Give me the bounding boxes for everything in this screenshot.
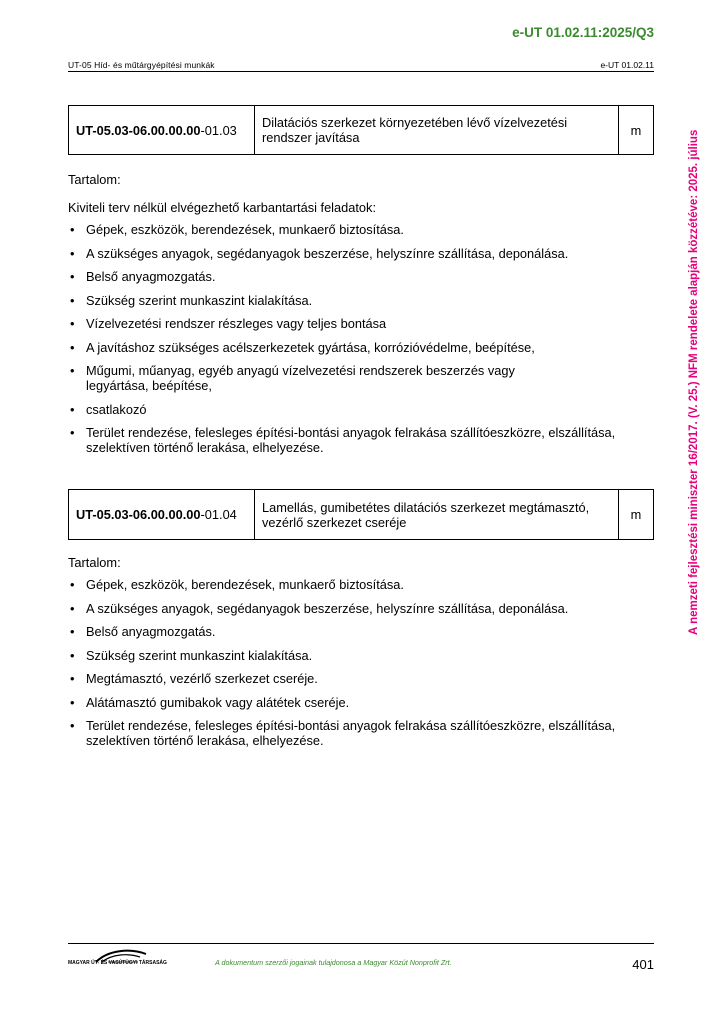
task-list (68, 222, 628, 455)
item-code-main: UT-05.03-06.00.00.00 (76, 507, 201, 522)
item-description: Dilatációs szerkezet környezetében lévő vízelvezetési rendszer javítása (255, 106, 619, 155)
item-code-suffix: -01.04 (200, 507, 237, 522)
item-content-01-04 (68, 555, 628, 757)
bullet-icon: • (70, 269, 75, 284)
bullet-icon: • (70, 600, 75, 616)
header-chapter-title: UT-05 Híd- és műtárgyépítési munkák (68, 60, 215, 70)
bullet-icon: • (70, 401, 75, 417)
item-code (69, 490, 255, 540)
list-item: • Terület rendezése, felesleges építési-bontási anyagok felrakása szállítóeszközre, elszállítása, szelektíven történő lerakása, elhelyezése. (70, 718, 616, 748)
item-unit: m (619, 106, 654, 155)
list-item: • Szükség szerint munkaszint kialakítása. (70, 292, 313, 308)
list-item: • Terület rendezése, felesleges építési-bontási anyagok felrakása szállítóeszközre, elszállítása, szelektíven történő lerakása, elhelyezése. (70, 425, 616, 455)
list-item: • Műgumi, műanyag, egyéb anyagú vízelvezetési rendszerek beszerzés vagy legyártása, beépítése, (70, 363, 515, 393)
publication-notice: A nemzeti fejlesztési miniszter 16/2017. (V. 25.) NFM rendelete alapján közzétéve: 2025. július (688, 129, 700, 635)
list-item: • Gépek, eszközök, berendezések, munkaerő biztosítása. (70, 222, 404, 237)
list-item: • Alátámasztó gumibakok vagy alátétek cseréje. (70, 694, 350, 710)
bullet-icon: • (70, 671, 75, 686)
bullet-icon: • (70, 718, 75, 733)
content-intro: Kiviteli terv nélkül elvégezhető karbantartási feladatok: (68, 200, 377, 215)
list-item: • A szükséges anyagok, segédanyagok beszerzése, helyszínre szállítása, deponálása. (70, 245, 569, 261)
bullet-icon: • (70, 222, 75, 237)
bullet-icon: • (70, 577, 75, 592)
page-number: 401 (632, 957, 654, 972)
bullet-icon: • (70, 694, 75, 710)
list-item: • Belső anyagmozgatás. (70, 624, 216, 639)
item-unit: m (619, 490, 654, 540)
item-content-01-03 (68, 172, 628, 464)
bullet-icon: • (70, 647, 75, 663)
bullet-icon: • (70, 624, 75, 639)
item-code (69, 106, 255, 155)
list-item: • Belső anyagmozgatás. (70, 269, 216, 284)
document-code: e-UT 01.02.11:2025/Q3 (512, 25, 654, 40)
list-item: • Vízelvezetési rendszer részleges vagy teljes bontása (70, 316, 387, 331)
task-list (68, 577, 628, 748)
bullet-icon: • (70, 292, 75, 308)
content-label: Tartalom: (68, 172, 121, 187)
list-item: • csatlakozó (70, 401, 147, 417)
copyright-note: A dokumentum szerzői jogainak tulajdonosa a Magyar Közút Nonprofit Zrt. (215, 958, 452, 967)
header-divider (68, 71, 654, 72)
list-item: • A javításhoz szükséges acélszerkezetek gyártása, korrózióvédelme, beépítése, (70, 339, 535, 355)
item-description: Lamellás, gumibetétes dilatációs szerkezet megtámasztó, vezérlő szerkezet cseréje (255, 490, 619, 540)
association-logo-icon (68, 946, 163, 970)
item-table-01-04 (68, 489, 654, 540)
list-item: • A szükséges anyagok, segédanyagok beszerzése, helyszínre szállítása, deponálása. (70, 600, 569, 616)
header-doc-ref: e-UT 01.02.11 (600, 60, 654, 70)
list-item: • Szükség szerint munkaszint kialakítása. (70, 647, 313, 663)
list-item: • Megtámasztó, vezérlő szerkezet cseréje. (70, 671, 318, 686)
bullet-icon: • (70, 316, 75, 331)
association-logo-text: MAGYAR ÚT- ÉS VASÚTÜGYI TÁRSASÁG (68, 960, 167, 966)
item-table-01-03 (68, 105, 654, 155)
item-code-suffix: -01.03 (200, 122, 237, 138)
content-label: Tartalom: (68, 555, 121, 570)
bullet-icon: • (70, 245, 75, 261)
bullet-icon: • (70, 425, 75, 440)
bullet-icon: • (70, 363, 75, 378)
bullet-icon: • (70, 339, 75, 355)
item-code-main: UT-05.03-06.00.00.00 (76, 122, 201, 138)
list-item: • Gépek, eszközök, berendezések, munkaerő biztosítása. (70, 577, 404, 592)
footer-divider (68, 943, 654, 944)
